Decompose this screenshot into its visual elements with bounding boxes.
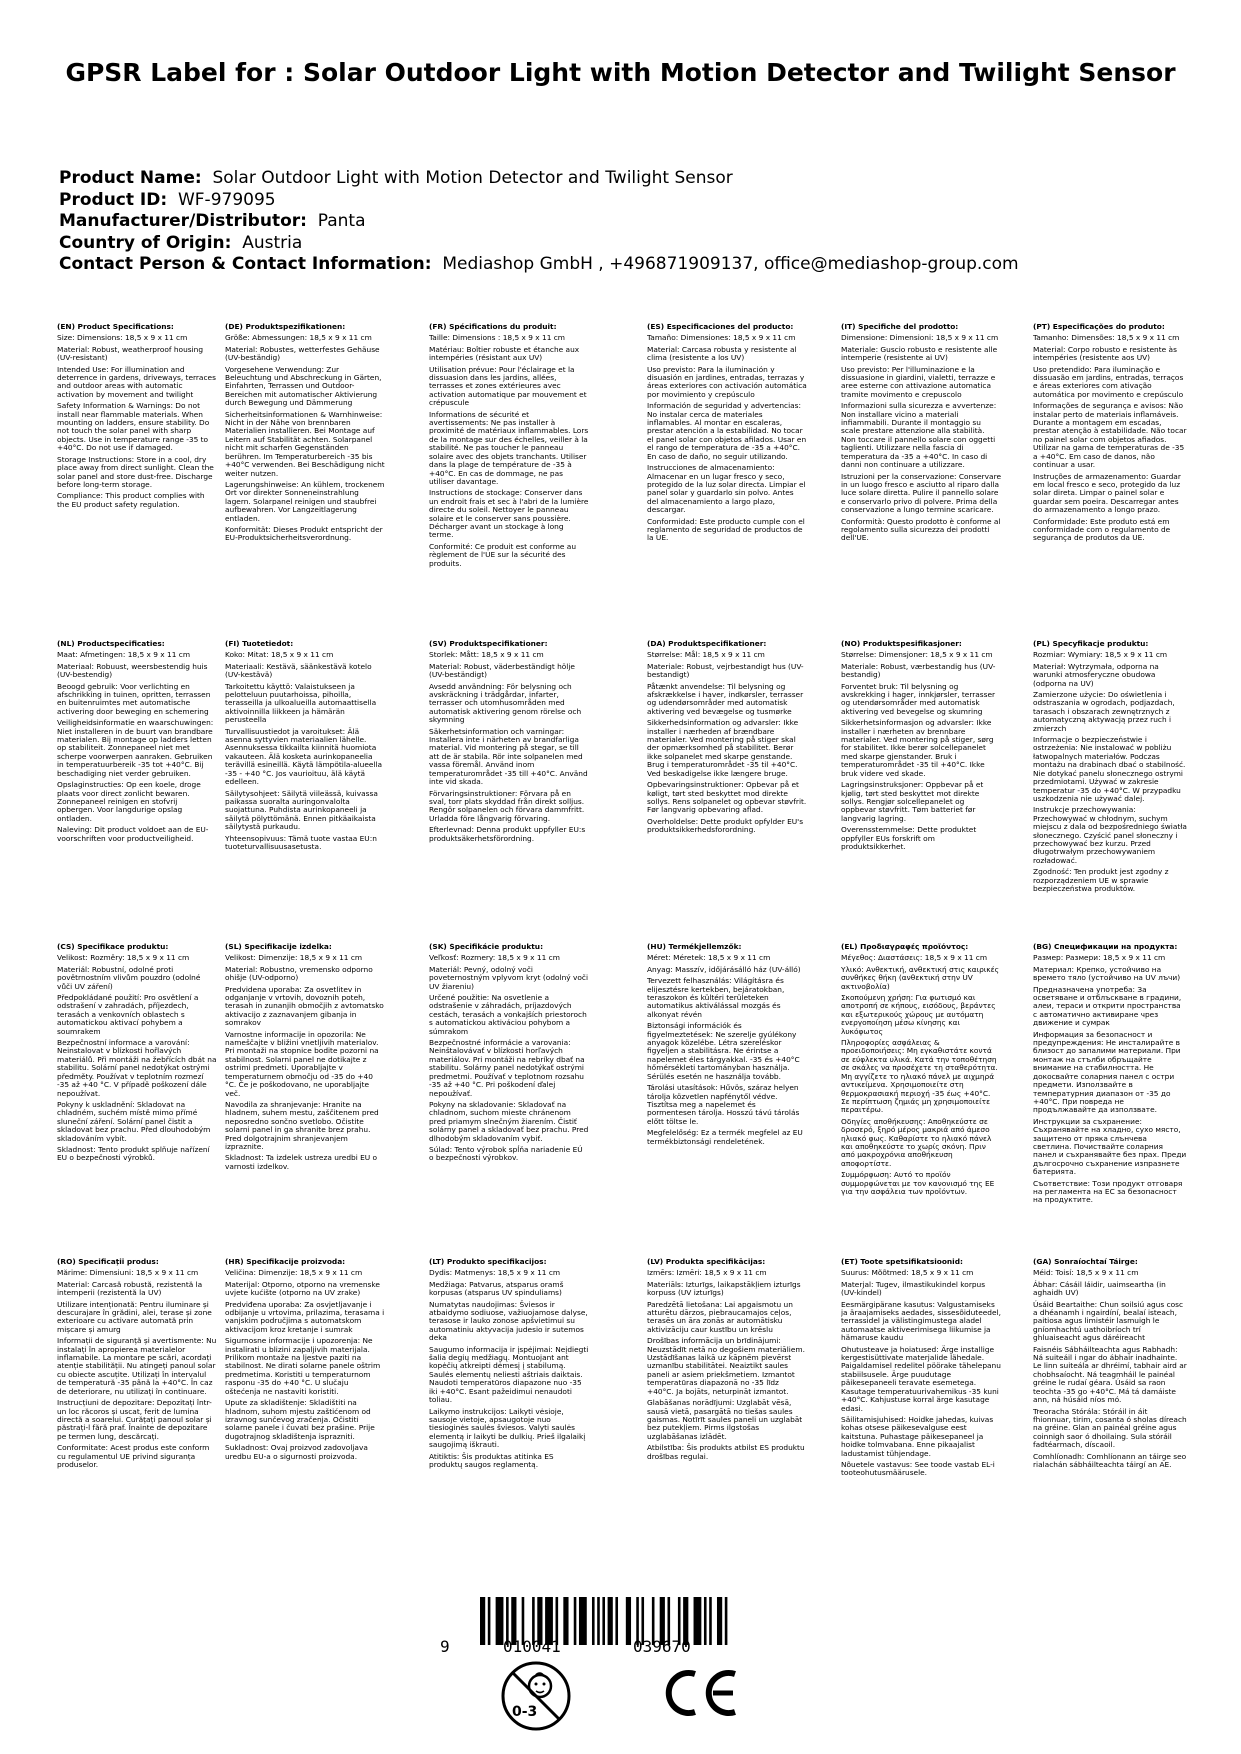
spec-paragraph: Faisnéis Sábháilteachta agus Rabhadh: Ná suiteáil i ngar do ábhair inadhainte. Le linn suiteála ar dhréimí, tabhair aird ar chobhsaíocht. Ná teagmháil le painéal gréine le rudaí géara. Úsáid sa raon teochta -35 go +40°C. Má tá damáiste ann, ná húsáid níos mó. [1033,1344,1187,1405]
barcode-bar [563,1597,568,1645]
spec-section-heading: (LT) Produkto specifikacijos: [429,1258,547,1266]
spec-paragraph: Beoogd gebruik: Voor verlichting en afschrikking in tuinen, opritten, terrassen en buitenruimtes met automatische activering door beweging en schemering [57,681,211,716]
spec-paragraph: Material: Corpo robusto e resistente às intempéries (resistente aos UV) [1033,344,1177,363]
spec-section [57,323,217,623]
spec-paragraph: Navodila za shranjevanje: Hranite na hladnem, suhem mestu, zaščitenem pred neposredno sončno svetlobo. Očistite solarni panel in ga shranite brez prahu. Pred dolgotrajnim shranjevanjem izpraznite. [225,1099,379,1151]
spec-paragraph: Laikymo instrukcijos: Laikyti vėsioje, sausoje vietoje, apsaugotoje nuo tiesioginės saulės šviesos. Valyti saulės elementą ir laikyti be dulkių. Prieš ilgalaikį saugojimą iškrauti. [429,1406,586,1450]
spec-grid [57,323,1187,1548]
spec-paragraph: Materiale: Robust, vejrbestandigt hus (UV-bestandigt) [647,661,804,680]
spec-paragraph: Material: Carcasă robustă, rezistentă la intemperii (rezistentă la UV) [57,1279,203,1298]
spec-paragraph: Materiale: Guscio robusto e resistente alle intemperie (resistente ai UV) [841,344,998,363]
spec-section [647,640,807,940]
spec-section [1033,943,1187,1243]
spec-paragraph: Material: Carcasa robusta y resistente al clima (resistente a los UV) [647,344,797,363]
info-label: Product Name: [59,168,202,188]
info-label: Product ID: [59,189,168,210]
spec-paragraph: Dimensione: Dimensioni: 18,5 x 9 x 11 cm [841,333,999,343]
spec-paragraph: Materiāls: Izturīgs, laikapstākļiem izturīgs korpuss (UV izturīgs) [647,1279,801,1298]
spec-paragraph: Suurus: Mõõtmed: 18,5 x 9 x 11 cm [841,1268,974,1278]
svg-text:0-3: 0-3 [512,1704,538,1720]
spec-paragraph: Συμμόρφωση: Αυτό το προϊόν συμμορφώνεται με τον κανονισμό της ΕΕ για την ασφάλεια των προϊόντων. [841,1170,995,1196]
spec-paragraph: Pokyny k uskladnění: Skladovat na chladném, suchém místě mimo přímé sluneční záření. Solární panel čistit a skladovat bez prachu. Před dlouhodobým skladováním vybít. [57,1099,211,1143]
barcode-bar [615,1597,618,1645]
spec-section [1033,640,1187,940]
barcode-bar [602,1597,605,1645]
spec-section [225,1258,385,1538]
spec-paragraph: Storage Instructions: Store in a cool, dry place away from direct sunlight. Clean the solar panel and store dust-free. Discharge before long-term storage. [57,454,214,489]
spec-paragraph: Megfelelőség: Ez a termék megfelel az EU termékbiztonsági rendeletének. [647,1128,803,1146]
spec-paragraph: Pokyny na skladovanie: Skladovať na chladnom, suchom mieste chránenom pred priamym slnečným žiarením. Čistiť solárny panel a skladovať bez prachu. Pred dlhodobým skladovaním vybiť. [429,1099,589,1143]
spec-paragraph: Rozmiar: Wymiary: 18,5 x 9 x 11 cm [1033,650,1168,660]
spec-section-heading: (CS) Specifikace produktu: [57,943,169,951]
spec-paragraph: Material: Robustes, wetterfestes Gehäuse (UV-beständig) [225,344,380,363]
spec-paragraph: Säilitamisjuhised: Hoidke jahedas, kuivas kohas otsese päikesevalguse eest kaitstuna. Puhastage päikesepaneel ja hoidke tolmvabana. Enne pikaajalist ladustamist tühjendage. [841,1414,994,1458]
spec-section-heading: (HU) Termékjellemzők: [647,943,742,951]
info-value: WF-979095 [177,189,276,210]
spec-paragraph: Material: Robust, weatherproof housing (UV-resistant) [57,344,204,363]
info-label: Manufacturer/Distributor: [59,211,307,231]
spec-paragraph: Ábhar: Cásáil láidir, uaimseartha (in aghaidh UV) [1033,1279,1166,1298]
barcode-bar [725,1597,728,1645]
spec-paragraph: Conformidad: Este producto cumple con el reglamento de seguridad de productos de la UE. [647,516,805,543]
spec-section-heading: (DE) Produktspezifikationen: [225,323,346,331]
spec-paragraph: Conformidade: Este produto está em conformidade com o regulamento de segurança de produtos da UE. [1033,516,1171,543]
spec-paragraph: Efterlevnad: Denna produkt uppfyller EU:s produktsäkerhetsförordning. [429,825,586,843]
spec-paragraph: Tamanho: Dimensões: 18,5 x 9 x 11 cm [1033,333,1180,343]
spec-paragraph: Saugumo informacija ir įspėjimai: Neįdiegti šalia degių medžiagų. Montuojant ant kopėčių atkreipti dėmesį į stabilumą. Saulės elementų neliesti aštriais daiktais. Naudoti temperatūros diapazone nuo -35 iki +40°C. Esant pažeidimui nenaudoti toliau. [429,1344,589,1405]
spec-paragraph: Yhteensopivuus: Tämä tuote vastaa EU:n tuoteturvallisuusasetusta. [225,833,377,851]
spec-paragraph: Υλικό: Ανθεκτική, ανθεκτική στις καιρικές συνθήκες θήκη (ανθεκτική στην UV ακτινοβολία) [841,964,999,991]
spec-paragraph: Vorgesehene Verwendung: Zur Beleuchtung und Abschreckung in Gärten, Einfahrten, Terrassen und Outdoor-Bereichen mit automatischer Aktivierung durch Bewegung und Dämmerung [225,364,382,408]
spec-paragraph: Zamierzone użycie: Do oświetlenia i odstraszania w ogrodach, podjazdach, tarasach i obszarach zewnętrznych z automatyczną aktywacją przez ruch i zmierzch [1033,690,1175,733]
spec-section [841,640,1001,940]
spec-paragraph: Ohutusteave ja hoiatused: Ärge installige kergestisüttivate materjalide lähedale. Paigaldamisel redelitel pöörake tähelepanu stabiilsusele. Ärge puudutage päikesepaneeli teravate esemetega. Kasutage temperatuurivahemikus -35 kuni +40°C. Kahjustuse korral ärge kasutage edasi. [841,1344,1001,1413]
barcode-bar [579,1597,587,1645]
spec-paragraph: Úsáid Beartaithe: Chun soilsiú agus cosc a dhéanamh i ngairdíní, bealaí isteach, paitiosa agus limistéir lasmuigh le gníomhachtú uathoibríoch trí ghluaiseacht agus dáréireacht [1033,1299,1184,1343]
spec-paragraph: Materiál: Robustní, odolné proti povětrnostním vlivům pouzdro (odolné vůči UV záření) [57,964,201,991]
spec-paragraph: Instrucțiuni de depozitare: Depozitați într-un loc răcoros și uscat, ferit de lumina directă a soarelui. Curățați panoul solar și păstrați-l fără praf. Înainte de depozitare pe termen lung, descărcați. [57,1398,212,1441]
barcode-lead-digit: 9 [440,1637,450,1656]
info-row-manufacturer [59,211,1209,233]
spec-paragraph: Určené použitie: Na osvetlenie a odstrašenie v záhradách, príjazdových cestách, terasách a vonkajších priestoroch s automatickou aktiváciou pohybom a súmrakom [429,993,587,1036]
spec-section [1033,323,1187,623]
spec-section [647,323,807,623]
product-info [59,168,1209,276]
spec-paragraph: Comhlíonadh: Comhlíonann an táirge seo rialachán sábháilteachta táirgí an AE. [1033,1451,1187,1469]
info-value: Austria [242,232,303,253]
spec-section-heading: (PT) Especificações do produto: [1033,323,1165,331]
spec-paragraph: Instrukcje przechowywania: Przechowywać w chłodnym, suchym miejscu z dala od bezpośredniego światła słonecznego. Czyścić panel słoneczny i przechowywać bez kurzu. Przed długotrwałym przechowywaniem rozładować. [1033,805,1187,865]
spec-paragraph: Veličina: Dimenzije: 18,5 x 9 x 11 cm [225,1268,363,1278]
spec-paragraph: Utilisation prévue: Pour l'éclairage et la dissuasion dans les jardins, allées, terrasses et zones extérieures avec activation automatique par mouvement et crépuscule [429,364,587,408]
spec-paragraph: Säkerhetsinformation och varningar: Installera inte i närheten av brandfarliga material. Vid montering på stegar, se till att de är stabila. Rör inte solpanelen med vassa föremål. Använd inom temperaturområdet -35 till +40°C. Använd inte vid skada. [429,726,588,787]
info-row-country [59,233,1209,255]
spec-paragraph: Tamaño: Dimensiones: 18,5 x 9 x 11 cm [647,333,796,343]
spec-paragraph: Méret: Méretek: 18,5 x 9 x 11 cm [647,953,771,963]
spec-paragraph: Materiaali: Kestävä, säänkestävä kotelo (UV-kestävä) [225,661,372,680]
spec-section [57,943,217,1243]
spec-paragraph: Informações de segurança e avisos: Não instalar perto de materiais inflamáveis. Durante a montagem em escadas, prestar atenção à estabilidade. Não tocar no painel solar com objetos afiados. Utilizar na gama de temperaturas de -35 a +40°C. Em caso de danos, não continuar a usar. [1033,401,1187,470]
spec-paragraph: Lagerungshinweise: An kühlem, trockenem Ort vor direkter Sonneneinstrahlung lagern. Solarpanel reinigen und staubfrei aufbewahren. Vor Langzeitlagerung entladen. [225,479,385,523]
spec-section [429,943,589,1243]
spec-section [647,943,807,1243]
barcode-bar [488,1597,491,1645]
spec-paragraph: Uso pretendido: Para iluminação e dissuasão em jardins, entradas, terraços e áreas exteriores com ativação automática por movimento e crepúsculo [1033,364,1184,399]
spec-section [841,323,1001,623]
spec-section-heading: (NL) Productspecificaties: [57,640,165,648]
barcode-right-digits: 039670 [633,1637,691,1656]
spec-paragraph: Glabāšanas norādījumi: Uzglabāt vēsā, sausā vietā, pasargātā no tiešas saules gaismas. Notīrīt saules paneli un uzglabāt bez putekļiem. Pirms ilgstošas uzglabāšanas izlādēt. [647,1398,803,1441]
spec-paragraph: Biztonsági információk és figyelmeztetések: Ne szerelje gyúlékony anyagok közelébe. Létra szereléskor figyeljen a stabilitásra. Ne érintse a napelemet éles tárgyakkal. -35 és +40°C hőmérsékleti tartományban használja. Sérülés esetén ne használja tovább. [647,1021,800,1081]
spec-paragraph: Velikost: Rozměry: 18,5 x 9 x 11 cm [57,953,190,963]
spec-paragraph: Säilytysohjeet: Säilytä viileässä, kuivassa paikassa suoralta auringonvalolta suojattuna. Puhdista aurinkopaneeli ja säilytä pölyttömänä. Ennen pitkäaikaista säilytystä purkaudu. [225,788,378,832]
spec-paragraph: Utilizare intenționată: Pentru iluminare și descurajare în grădini, alei, terase și zone exterioare cu activare automată prin mișcare și amurg [57,1299,212,1334]
spec-section-heading: (NO) Produktspesifikasjoner: [841,640,962,648]
barcode-bar [480,1597,485,1645]
spec-paragraph: Bezpečnostní informace a varování: Neinstalovat v blízkosti hořlavých materiálů. Při montáži na žebřících dbát na stabilitu. Solární panel nedotýkat ostrými předměty. Používat v teplotním rozmezí -35 až +40 °C. V případě poškození dále nepoužívat. [57,1038,217,1098]
spec-paragraph: Dydis: Matmenys: 18,5 x 9 x 11 cm [429,1268,561,1278]
spec-paragraph: Bezpečnostné informácie a varovania: Neinštalovávať v blízkosti horľavých materiálov. Pri montáži na rebríky dbať na stabilitu. Solárny panel nedotýkať ostrými predmetmi. Používať v teplotnom rozsahu -35 až +40 °C. Pri poškodení ďalej nepoužívať. [429,1038,585,1098]
spec-section-heading: (HR) Specifikacije proizvoda: [225,1258,346,1266]
spec-paragraph: Instruções de armazenamento: Guardar em local fresco e seco, protegido da luz solar direta. Limpar o painel solar e guardar sem poeira. Descarregar antes do armazenamento a longo prazo. [1033,471,1181,515]
spec-paragraph: Drošības informācija un brīdinājumi: Neuzstādīt netā no degošiem materiāliem. Uzstādīšanas laikā uz kāpnēm pievērst uzmanību stabilitātei. Neaiztikt saules paneli ar asiem priekšmetiem. Izmantot temperatūras diapazonā no -35 līdz +40°C. Ja bojāts, neturpināt izmantot. [647,1336,805,1396]
spec-paragraph: Tervezett felhasználás: Világításra és elijesztésre kertekben, bejáratokban, teraszokon és kültéri területeken automatikus aktiválással mozgás és alkonyat révén [647,976,785,1019]
spec-paragraph: Materjal: Tugev, ilmastikukindel korpus (UV-kindel) [841,1279,986,1298]
spec-paragraph: Størrelse: Mål: 18,5 x 9 x 11 cm [647,650,765,660]
spec-paragraph: Súlad: Tento výrobok spĺňa nariadenie EÚ o bezpečnosti výrobkov. [429,1144,583,1163]
spec-paragraph: Eesmärgipärane kasutus: Valgustamiseks ja äraajamiseks aedades, sissesõiduteedel, terrassidel ja välistingimustega aladel automaatse aktiveerimisega liikumise ja hämaruse kaudu [841,1299,1001,1343]
spec-paragraph: Méid: Toisí: 18,5 x 9 x 11 cm [1033,1268,1139,1278]
spec-section-heading: (IT) Specifiche del prodotto: [841,323,959,331]
spec-section [429,640,589,940]
spec-paragraph: Size: Dimensions: 18,5 x 9 x 11 cm [57,333,188,343]
spec-paragraph: Treoracha Stórála: Stóráil in áit fhionnuar, tirim, cosanta ó sholas díreach na gréine. Glan an painéal gréine agus coinnigh saor ó dhoilaing. Sula stóráil fadtéarmach, díscaoil. [1033,1406,1187,1450]
spec-paragraph: Atitiktis: Šis produktas atitinka ES produktų saugos reglamentą. [429,1451,554,1469]
barcode-bar [694,1597,702,1645]
spec-paragraph: Materiale: Robust, værbestandig hus (UV-bestandig) [841,661,996,680]
spec-section [841,1258,1001,1538]
spec-paragraph: Материал: Крепко, устойчиво на времето тяло (устойчиво на UV лъчи) [1033,964,1181,983]
spec-paragraph: Informazioni sulla sicurezza e avvertenze: Non installare vicino a materiali infiammabili. Durante il montaggio su scale prestare attenzione alla stabilità. Non toccare il pannello solare con oggetti taglienti. Utilizzare nella fascia di temperatura da -35 a +40°C. In caso di danni non continuare a utilizzare. [841,401,997,470]
spec-paragraph: Intended Use: For illumination and deterrence in gardens, driveways, terraces and outdoor areas with automatic activation by movement and twilight [57,364,216,399]
spec-paragraph: Conformità: Questo prodotto è conforme al regolamento sulla sicurezza dei prodotti dell'UE. [841,516,1001,543]
barcode-bar [709,1597,712,1645]
spec-paragraph: Avsedd användning: För belysning och avskräckning i trädgårdar, infarter, terrasser och utomhusområden med automatisk aktivering genom rörelse och skymning [429,681,582,725]
spec-paragraph: Πληροφορίες ασφάλειας & προειδοποιήσεις: Μη εγκαθιστάτε κοντά σε εύφλεκτα υλικά. Κατά την τοποθέτηση σε σκάλες να προσέχετε τη σταθερότητα. Μη αγγίζετε το ηλιακό πάνελ με αιχμηρά αντικείμενα. Χρησιμοποιείτε στη θερμοκρασιακή περιοχή -35 έως +40°C. Σε περίπτωση ζημιάς μη χρησιμοποιείτε περαιτέρω. [841,1038,998,1115]
spec-paragraph: Mărime: Dimensiuni: 18,5 x 9 x 11 cm [57,1268,199,1278]
spec-paragraph: Compliance: This product complies with the EU product safety regulation. [57,491,205,509]
spec-paragraph: Instructions de stockage: Conserver dans un endroit frais et sec à l'abri de la lumière directe du soleil. Nettoyer le panneau solaire et le conserver sans poussière. Décharger avant un stockage à long terme. [429,488,589,540]
info-label: Country of Origin: [59,232,232,253]
spec-paragraph: Overholdelse: Dette produkt opfylder EU's produktsikkerhedsforordning. [647,816,804,835]
spec-paragraph: Opbevaringsinstruktioner: Opbevar på et køligt, tørt sted beskyttet mod direkte sollys. Rens solpanelet og opbevar støvfrit. Før langvarig opbevaring aflad. [647,780,807,815]
spec-paragraph: Istruzioni per la conservazione: Conservare in un luogo fresco e asciutto al riparo dalla luce solare diretta. Pulire il pannello solare e conservarlo privo di polvere. Prima della conservazione a lungo termine scaricare. [841,471,1001,515]
spec-paragraph: Předpokládané použití: Pro osvětlení a odstrašení v zahradách, příjezdech, terasách a venkovních oblastech s automatickou aktivací pohybem a soumrakem [57,993,199,1036]
spec-paragraph: Sigurnosne informacije i upozorenja: Ne instalirati u blizini zapaljivih materijala. Prilikom montaže na ljestve paziti na stabilnost. Ne dirati solarne panele oštrim predmetima. Koristiti u temperaturnom rasponu -35 do +40 °C. U slučaju oštećenja ne nastaviti koristiti. [225,1336,381,1396]
spec-paragraph: Numatytas naudojimas: Šviesos ir atbaidymo sodiuose, važiuojamose dalyse, terasose ir lauko zonose apšvietimui su automatiniu aktyvacija judesio ir sutemos deka [429,1299,588,1343]
spec-paragraph: Matériau: Boîtier robuste et étanche aux intempéries (résistant aux UV) [429,344,580,363]
info-row-product-name [59,168,1209,190]
barcode-bar [592,1597,595,1645]
spec-paragraph: Påtænkt anvendelse: Til belysning og afskrækkelse i haver, indkørsler, terrasser og udendørsområder med automatisk aktivering ved bevægelse og tusmørke [647,681,804,716]
spec-section-heading: (RO) Specificații produs: [57,1258,159,1266]
spec-paragraph: Lagringsinstruksjoner: Oppbevar på et kjølig, tørt sted beskyttet mot direkte sollys. Rengjør solcellepanelet og oppbevar støvfritt. Tøm batteriet før langvarig lagring. [841,780,984,823]
spec-paragraph: Skladnost: Ta izdelek ustreza uredbi EU o varnosti izdelkov. [225,1153,378,1171]
spec-paragraph: Velikost: Dimenzije: 18,5 x 9 x 11 cm [225,953,363,963]
spec-section-heading: (EN) Product Specifications: [57,323,174,331]
spec-paragraph: Opslaginstructies: Op een koele, droge plaats voor direct zonlicht bewaren. Zonnepaneel reinigen en stofvrij opbergen. Voor langdurige opslag ontladen. [57,780,201,823]
spec-paragraph: Οδηγίες αποθήκευσης: Αποθηκεύστε σε δροσερό, ξηρό μέρος μακριά από άμεσο ηλιακό φως. Καθαρίστε το ηλιακό πάνελ και αποθηκεύστε το χωρίς σκόνη. Πριν από μακροχρόνια αποθήκευση αποφορτίστε. [841,1116,992,1168]
info-row-product-id [59,190,1209,212]
spec-section [841,943,1001,1243]
spec-section [57,1258,217,1538]
spec-paragraph: Atbilstība: Šis produkts atbilst ES produktu drošības regulai. [647,1443,805,1461]
spec-paragraph: Μέγεθος: Διαστάσεις: 18,5 x 9 x 11 cm [841,953,988,963]
spec-paragraph: Turvallisuustiedot ja varoitukset: Älä asenna syttyvien materiaalien lähelle. Asennuksessa tikkailta kiinnitä huomiota vakauteen. Älä kosketa aurinkopaneelia terävillä esineillä. Käytä lämpötila-alueella -35 - +40 °C. Jos vaurioituu, älä käytä edelleen. [225,726,383,787]
spec-section-heading: (GA) Sonraíochtaí Táirge: [1033,1258,1138,1266]
spec-paragraph: Koko: Mitat: 18,5 x 9 x 11 cm [225,650,334,660]
spec-paragraph: Anyag: Masszív, időjárásálló ház (UV-álló) [647,964,801,974]
spec-paragraph: Uso previsto: Per l'illuminazione e la dissuasione in giardini, vialetti, terrazze e aree esterne con attivazione automatica tramite movimento e crepuscolo [841,364,996,399]
spec-section [225,640,385,940]
page-title: GPSR Label for : Solar Outdoor Light with Motion Detector and Twilight Sensor [65,58,1176,87]
spec-section-heading: (BG) Спецификации на продукта: [1033,943,1178,951]
info-value: Mediashop GmbH , +496871909137, office@mediashop-group.com [442,254,1019,274]
barcode-bar [608,1597,613,1645]
spec-paragraph: Veľkosť: Rozmery: 18,5 x 9 x 11 cm [429,953,560,963]
spec-section [429,1258,589,1538]
spec-paragraph: Material: Robustno, vremensko odporno ohišje (UV-odporno) [225,964,373,983]
spec-paragraph: Medžiaga: Patvarus, atsparus oramš korpusas (atsparus UV spinduliams) [429,1279,564,1298]
spec-paragraph: Größe: Abmessungen: 18,5 x 9 x 11 cm [225,333,372,343]
info-value: Solar Outdoor Light with Motion Detector and Twilight Sensor [212,168,733,188]
spec-section [647,1258,807,1538]
spec-paragraph: Konformität: Dieses Produkt entspricht der EU-Produktsicherheitsverordnung. [225,524,383,543]
spec-paragraph: Sicherheitsinformationen & Warnhinweise: Nicht in der Nähe von brennbaren Materialien installieren. Bei Montage auf Leitern auf Stabilität achten. Solarpanel nicht mit scharfen Gegenständen berühren. Im Temperaturbereich -35 bis +40°C verwenden. Bei Beschädigung nicht weiter nutzen. [225,409,385,478]
spec-section-heading: (SL) Specifikacije izdelka: [225,943,332,951]
spec-paragraph: Taille: Dimensions : 18,5 x 9 x 11 cm [429,333,566,343]
spec-section-heading: (FI) Tuotetiedot: [225,640,294,648]
barcode-bar [626,1597,631,1645]
spec-section [225,943,385,1243]
spec-section-heading: (PL) Specyfikacje produktu: [1033,640,1149,648]
spec-paragraph: Conformitate: Acest produs este conform cu regulamentul UE privind siguranța produselor. [57,1443,210,1469]
spec-section-heading: (SV) Produktspecifikationer: [429,640,548,648]
spec-paragraph: Informacje o bezpieczeństwie i ostrzeżenia: Nie instalować w pobliżu łatwopalnych materiałów. Podczas montażu na drabinach dbać o stabilność. Nie dotykać panelu słonecznego ostrymi przedmiotami. Używać w zakresie temperatur -35 do +40°C. W przypadku uszkodzenia nie używać dalej. [1033,735,1186,803]
spec-paragraph: Tárolási utasítások: Hűvös, száraz helyen tárolja közvetlen napfénytől védve. Tisztítsa meg a napelemet és pormentesen tárolja. Hosszú távú tárolás előtt töltse le. [647,1083,800,1126]
spec-paragraph: Materiál: Pevný, odolný voči poveternostným vplyvom kryt (odolný voči UV žiareniu) [429,964,589,991]
spec-section [57,640,217,940]
barcode-bar [717,1597,722,1645]
spec-paragraph: Инструкции за съхранение: Съхранявайте на хладно, сухо място, защитено от пряка слънчева светлина. Почиствайте соларния панел и съхранявайте без прах. Преди дългосрочно съхранение изпразнете батерията. [1033,1116,1187,1177]
spec-paragraph: Materiał: Wytrzymała, odporna na warunki atmosferyczne obudowa (odporna na UV) [1033,661,1159,688]
spec-paragraph: Izmērs: Izmēri: 18,5 x 9 x 11 cm [647,1268,767,1278]
barcode-bar [597,1597,600,1645]
age-0-3-warning-icon [500,1660,572,1732]
spec-paragraph: Overensstemmelse: Dette produktet oppfyller EUs forskrift om produktsikkerhet. [841,825,977,851]
spec-paragraph: Nõuetele vastavus: See toode vastab EL-i tooteohutusmäärusele. [841,1459,995,1478]
spec-paragraph: Material: Robust, väderbeständigt hölje (UV-beständigt) [429,661,575,680]
info-row-contact [59,254,1209,276]
spec-section-heading: (SK) Špecifikácie produktu: [429,943,544,951]
spec-section-heading: (EL) Προδιαγραφές προϊόντος: [841,943,969,951]
spec-section-heading: (DA) Produktspecifikationer: [647,640,767,648]
spec-paragraph: Maat: Afmetingen: 18,5 x 9 x 11 cm [57,650,191,660]
spec-paragraph: Размер: Размери: 18,5 x 9 x 11 cm [1033,953,1166,963]
spec-paragraph: Upute za skladištenje: Skladištiti na hladnom, suhom mjestu zaštićenom od izravnog sunčevog zračenja. Očistiti solarne panele i čuvati bez prašine. Prije dugotrajnog skladištenja isprazniti. [225,1398,375,1441]
spec-paragraph: Informații de siguranță și avertismente: Nu instalați în apropierea materialelor inflamabile. La montare pe scări, acordați atenție stabilității. Nu atingeți panoul solar cu obiecte ascuțite. Utilizați în intervalul de temperatură -35 până la +40°C. În caz de deteriorare, nu utilizați în continuare. [57,1336,217,1396]
spec-paragraph: Informations de sécurité et avertissements: Ne pas installer à proximité de matériaux inflammables. Lors de la montage sur des échelles, veiller à la stabilité. Ne pas toucher le panneau solaire avec des objets tranchants. Utiliser dans la plage de température de -35 à +40°C. En cas de dommage, ne pas utiliser davantage. [429,409,589,486]
barcode-left-digits: 010041 [503,1637,561,1656]
barcode-bar [574,1597,577,1645]
spec-paragraph: Predvidena uporaba: Za osvetlitev in odganjanje v vrtovih, dovoznih poteh, terasah in zunanjih območjih z avtomatsko aktivacijo z zaznavanjem gibanja in somrakov [225,984,384,1028]
spec-paragraph: Skladnost: Tento produkt splňuje nařízení EU o bezpečnosti výrobků. [57,1144,210,1163]
spec-section-heading: (FR) Spécifications du produit: [429,323,557,331]
spec-paragraph: Σκοπούμενη χρήση: Για φωτισμό και αποτροπή σε κήπους, εισόδους, βεράντες και εξωτερικούς χώρους με αυτόματη ενεργοποίηση μέσω κίνησης και λυκόφωτος [841,993,996,1036]
spec-paragraph: Sikkerhedsinformation og advarsler: Ikke installer i nærheden af brændbare materialer. Ved montering på stiger skal der opmærksomhed på stabilitet. Berør ikke solpanelet med skarpe genstande. Brug i temperaturområdet -35 til +40°C. Ved beskadigelse ikke længere bruge. [647,718,799,778]
spec-section-heading: (LV) Produkta specifikācijas: [647,1258,766,1266]
spec-section [225,323,385,623]
spec-paragraph: Varnostne informacije in opozorila: Ne nameščajte v bližini vnetljivih materialov. Pri montaži na stopnice bodite pozorni na stabilnost. Solarni panel ne dotikajte z ostrimi predmeti. Uporabljajte v temperaturnem območju od -35 do +40 °C. Če je poškodovano, ne uporabljajte več. [225,1029,379,1098]
spec-section [1033,1258,1187,1538]
spec-paragraph: Materijal: Otporno, otporno na vremenske uvjete kućište (otporno na UV zrake) [225,1279,380,1298]
spec-paragraph: Sikkerhetsinformasjon og advarsler: Ikke installer i nærheten av brennbare materialer. Ved montering på stiger, sørg for stabilitet. Ikke berør solcellepanelet med skarpe gjenstander. Bruk i temperaturområdet -35 til +40°C. Ikke bruk videre ved skade. [841,718,994,778]
info-value: Panta [317,211,366,231]
spec-section-heading: (ET) Toote spetsifikatsioonid: [841,1258,963,1266]
info-label: Contact Person & Contact Information: [59,254,432,274]
spec-paragraph: Sukladnost: Ovaj proizvod zadovoljava uredbu EU-a o sigurnosti proizvoda. [225,1443,368,1461]
spec-section [429,323,589,623]
spec-section-heading: (ES) Especificaciones del producto: [647,323,794,331]
spec-paragraph: Storlek: Mått: 18,5 x 9 x 11 cm [429,650,544,660]
spec-paragraph: Съответствие: Този продукт отговаря на регламента на ЕС за безопасност на продуктите. [1033,1178,1183,1205]
spec-paragraph: Veiligheidsinformatie en waarschuwingen: Niet installeren in de buurt van brandbare materialen. Bij montage op ladders letten op stabiliteit. Zonnepaneel niet met scherpe voorwerpen aanraken. Gebruiken in temperatuurbereik -35 tot +40°C. Bij beschadiging niet verder gebruiken. [57,718,214,778]
spec-paragraph: Uso previsto: Para la iluminación y disuasión en jardines, entradas, terrazas y áreas exteriores con activación automática por movimiento y crepúsculo [647,364,807,399]
spec-paragraph: Информация за безопасност и предупреждения: Не инсталирайте в близост до запалими материали. При монтаж на стълби обръщайте внимание на стабилността. Не докосвайте соларния панел с остри предмети. Използвайте в температурния диапазон от -35 до +40°C. При повреда не продължавайте да използвате. [1033,1029,1181,1115]
spec-paragraph: Naleving: Dit product voldoet aan de EU-voorschriften voor productveiligheid. [57,825,209,843]
spec-paragraph: Forventet bruk: Til belysning og avskrekking i hager, innkjørsler, terrasser og utendørsområder med automatisk aktivering ved bevegelse og skumring [841,681,996,716]
spec-paragraph: Tarkoitettu käyttö: Valaistukseen ja pelotteluun puutarhoissa, pihoilla, terasseilla ja ulkoalueilla automaattisella aktivoinnilla liikkeen ja hämärän perusteella [225,681,377,725]
spec-paragraph: Paredzētā lietošana: Lai apgaismotu un atturētu dārzos, piebraucamajos ceļos, terasēs un āra zonās ar automātisku aktivizāciju caur kustību un krēslu [647,1299,793,1334]
spec-paragraph: Предназначена употреба: За осветяване и отблъскване в градини, алеи, тераси и открити пространства с автоматично активиране чрез движение и сумрак [1033,984,1182,1028]
spec-paragraph: Conformité: Ce produit est conforme au règlement de l'UE sur la sécurité des produits. [429,541,577,568]
spec-paragraph: Zgodność: Ten produkt jest zgodny z rozporządzeniem UE w sprawie bezpieczeństwa produktów. [1033,867,1169,893]
spec-paragraph: Förvaringsinstruktioner: Förvara på en sval, torr plats skyddad från direkt solljus. Rengör solpanelen och förvara dammfritt. Urladda före långvarig förvaring. [429,788,585,823]
spec-paragraph: Størrelse: Dimensjoner: 18,5 x 9 x 11 cm [841,650,993,660]
ce-mark-icon [661,1667,741,1719]
spec-paragraph: Materiaal: Robuust, weersbestendig huis (UV-bestendig) [57,661,208,680]
spec-paragraph: Información de seguridad y advertencias: No instalar cerca de materiales inflamables. Al montar en escaleras, prestar atención a la estabilidad. No tocar el panel solar con objetos afilados. Usar en el rango de temperatura de -35 a +40°C. En caso de daño, no seguir utilizando. [647,401,807,461]
spec-paragraph: Instrucciones de almacenamiento: Almacenar en un lugar fresco y seco, protegido de la luz solar directa. Limpiar el panel solar y guardarlo sin polvo. Antes del almacenamiento a largo plazo, descargar. [647,463,806,515]
spec-paragraph: Predviđena uporaba: Za osvjetljavanje i odbijanje u vrtovima, prilazima, terasama i vanjskim područjima s automatskom aktivacijom kroz kretanje i sumrak [225,1299,385,1334]
barcode-bar [704,1597,707,1645]
spec-paragraph: Safety Information & Warnings: Do not install near flammable materials. When mounting on ladders, ensure stability. Do not touch the solar panel with sharp objects. Use in temperature range -35 to +40°C. Do not use if damaged. [57,401,210,453]
